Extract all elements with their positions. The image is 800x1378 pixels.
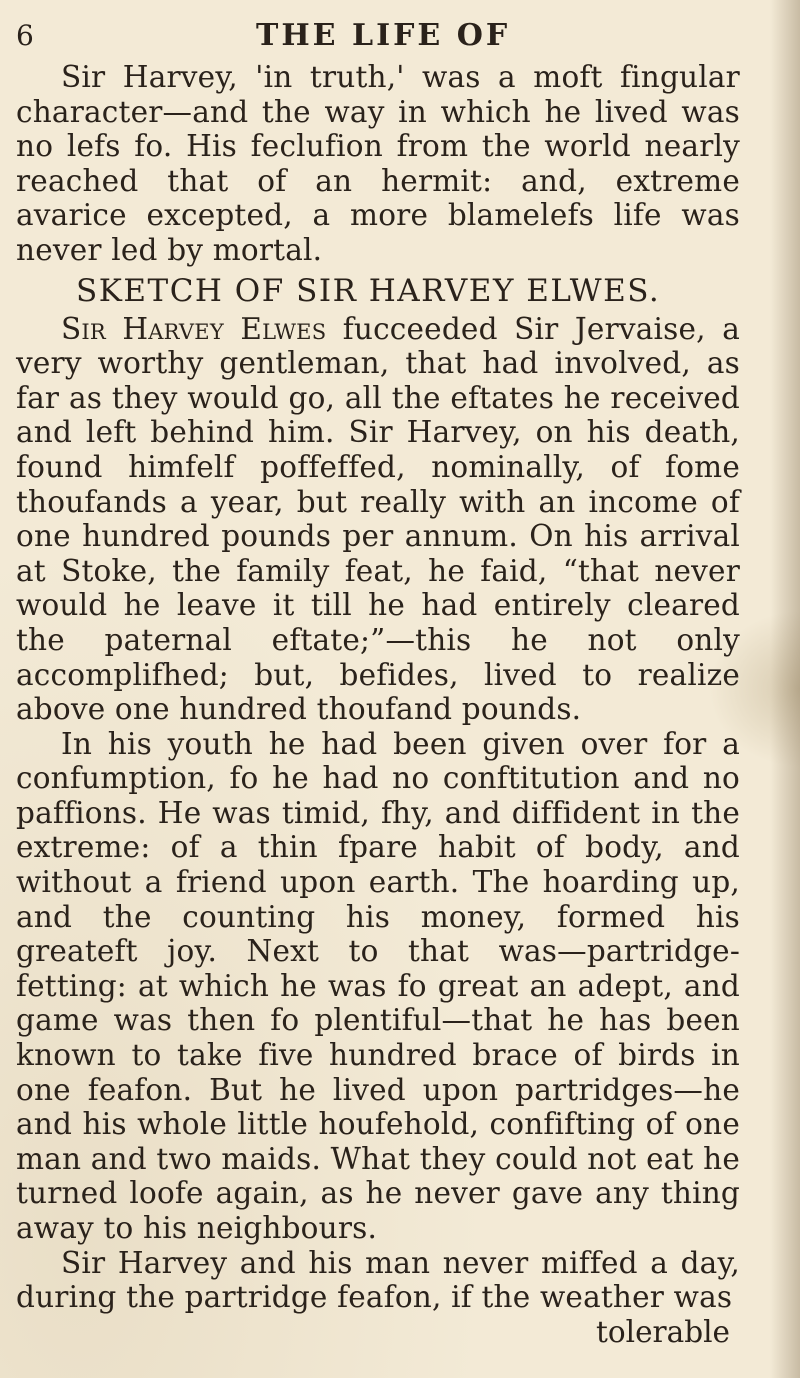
section-paragraph-2: In his youth he had been given over for a confumption, fo he had no conftitution and no paffions. He was timid, fhy, and diffident in the extreme: of a thin fpare habit of body, and without a friend upon earth. The hoarding up, and the counting his money, formed his greateft joy. Next to that was—partridge-fetting: at which he was fo great an adept, and game was then fo plentiful—that he has been known to take five hundred brace of birds in one feafon. But he lived upon partridges—he and his whole little houfehold, confifting of one man and two maids. What they could not eat he turned loofe again, as he never gave any thing away to his neighbours. bbox=[16, 726, 741, 1245]
intro-paragraph: Sir Harvey, 'in truth,' was a moft fingular character—and the way in which he lived was no lefs fo. His feclufion from the world nearly reached that of an hermit: and, extreme avarice excepted, a more blamelefs life was never led by mortal. bbox=[16, 60, 740, 267]
opening-smallcaps: Sir Harvey Elwes bbox=[61, 311, 327, 346]
page-number: 6 bbox=[16, 19, 34, 52]
section-paragraph-3: Sir Harvey and his man never miffed a day, during the partridge feafon, if the weather was bbox=[16, 1245, 740, 1315]
section-heading: SKETCH OF SIR HARVEY ELWES. bbox=[76, 272, 661, 309]
opening-rest: fucceeded Sir Jervaise, a very worthy gentleman, that had involved, as far as they would go, all the eftates he received and left behind him. Sir Harvey, on his death, found himfelf poffeffed, nominally, of fome thoufands a year, but really with an income of one hundred pounds per annum. On his arrival at Stoke, the family feat, he faid, “that never would he leave it till he had entirely cleared the paternal eftate;”—this he not only accomplifhed; but, befides, lived to realize above one hundred thoufand pounds. bbox=[16, 311, 740, 727]
section-paragraph-1 bbox=[16, 312, 740, 727]
page-edge-shadow bbox=[770, 0, 800, 1378]
catchword: tolerable bbox=[596, 1314, 730, 1349]
running-head: THE LIFE OF bbox=[256, 18, 511, 53]
page-header bbox=[16, 18, 740, 60]
